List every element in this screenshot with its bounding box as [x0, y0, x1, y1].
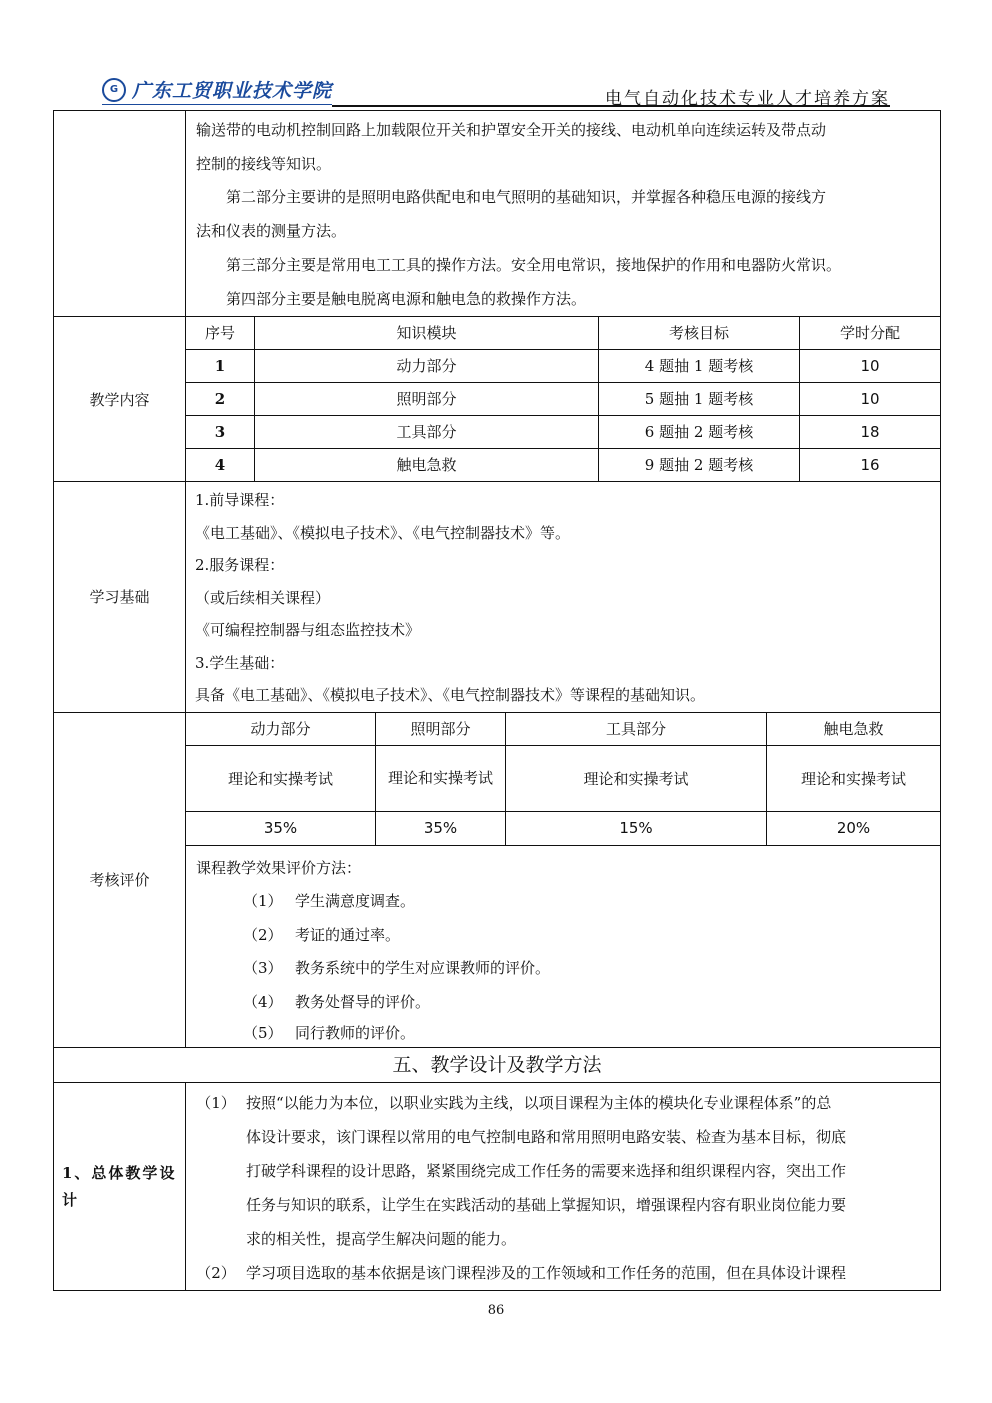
intro-line: 输送带的电动机控制回路上加载限位开关和护罩安全开关的接线、电动机单向连续运转及带点动 [196, 121, 827, 139]
evaluation-item-number: （1） [243, 892, 283, 911]
evaluation-item-number: （2） [243, 925, 283, 944]
teaching-content-row [54, 317, 941, 482]
evaluation-item-number: （4） [243, 992, 283, 1011]
intro-line: 第二部分主要讲的是照明电路供配电和电气照明的基础知识，并掌握各种稳压电源的接线方 [226, 188, 827, 207]
evaluation-item-text: 教务处督导的评价。 [295, 992, 431, 1011]
column-header: 触电急救 [767, 713, 941, 746]
table-row [186, 448, 940, 481]
cell-method: 理论和实操考试 [186, 746, 376, 812]
intro-line: 第四部分主要是触电脱离电源和触电急的救操作方法。 [226, 289, 587, 308]
cell-target: 6 题抽 2 题考核 [599, 415, 800, 448]
table-row [186, 382, 940, 415]
cell-module: 照明部分 [255, 382, 599, 415]
design-item-text [246, 1086, 940, 1256]
cell-hours: 16 [800, 448, 941, 481]
table-row [186, 415, 940, 448]
assessment-row [54, 712, 941, 1048]
table-row [186, 746, 940, 812]
basis-line: 《可编程控制器与组态监控技术》 [195, 621, 421, 640]
table-header-row [186, 713, 940, 746]
header-rule [332, 105, 890, 107]
evaluation-item [196, 885, 940, 919]
teaching-content-label: 教学内容 [54, 317, 186, 482]
basis-line: 《电工基础》、《模拟电子技术》、《电气控制器技术》等。 [195, 523, 571, 542]
cell-hours: 18 [800, 415, 941, 448]
cell-weight: 20% [767, 812, 941, 845]
teaching-content-cell [186, 317, 941, 482]
design-line: 求的相关性，提高学生解决问题的能力。 [246, 1230, 517, 1249]
design-item [186, 1086, 940, 1256]
column-header: 考核目标 [599, 317, 800, 349]
assessment-table [186, 713, 940, 845]
learning-basis-cell [186, 482, 941, 713]
document-title: 电气自动化技术专业人才培养方案 [605, 89, 890, 109]
evaluation-item-text: 教务系统中的学生对应课教师的评价。 [295, 959, 551, 978]
table-row [186, 349, 940, 382]
cell-module: 工具部分 [255, 415, 599, 448]
evaluation-item-text: 学生满意度调查。 [295, 892, 416, 911]
section-title: 五、教学设计及教学方法 [54, 1048, 941, 1083]
column-header: 学时分配 [800, 317, 941, 349]
cell-method: 理论和实操考试 [767, 746, 941, 812]
evaluation-methods [186, 845, 940, 1048]
evaluation-item-text: 同行教师的评价。 [295, 1024, 416, 1043]
cell-hours: 10 [800, 349, 941, 382]
cell-index: 3 [186, 415, 255, 448]
college-emblem-icon: G [102, 78, 126, 102]
intro-line: 法和仪表的测量方法。 [196, 222, 347, 241]
cell-weight: 15% [506, 812, 767, 845]
basis-line: 2.服务课程： [195, 556, 285, 575]
evaluation-item [196, 1019, 940, 1047]
cell-module: 触电急救 [255, 448, 599, 481]
design-label: 1、总体教学设计 [54, 1083, 186, 1291]
design-line: 按照“以能力为本位，以职业实践为主线，以项目课程为主体的模块化专业课程体系”的总 [246, 1094, 832, 1113]
design-item [186, 1256, 940, 1290]
design-item-number: （2） [196, 1264, 236, 1283]
section-title-row [54, 1048, 941, 1083]
design-content-cell [186, 1083, 941, 1291]
table-row [186, 812, 940, 845]
intro-line: 第三部分主要是常用电工工具的操作方法。安全用电常识，接地保护的作用和电器防火常识。 [226, 255, 842, 274]
cell-index: 4 [214, 455, 226, 474]
basis-line: 具备《电工基础》、《模拟电子技术》、《电气控制器技术》等课程的基础知识。 [195, 686, 706, 705]
cell-target: 5 题抽 1 题考核 [599, 382, 800, 415]
table-header-row [186, 317, 940, 349]
evaluation-item-number: （3） [243, 959, 283, 978]
design-line: 打破学科课程的设计思路，紧紧围绕完成工作任务的需要来选择和组织课程内容，突出工作 [246, 1162, 847, 1181]
learning-basis-row [54, 482, 941, 713]
logo-underline [102, 104, 332, 105]
column-header: 知识模块 [255, 317, 599, 349]
page-header [102, 74, 890, 108]
intro-row [54, 111, 941, 317]
cell-target: 9 题抽 2 题考核 [599, 448, 800, 481]
college-logo [102, 76, 332, 103]
design-line: 学习项目选取的基本依据是该门课程涉及的工作领域和工作任务的范围，但在具体设计课程 [246, 1264, 847, 1283]
basis-line: （或后续相关课程） [195, 588, 331, 607]
evaluation-item [196, 986, 940, 1020]
basis-line: 1.前导课程： [195, 491, 285, 510]
cell-method: 理论和实操考试 [376, 746, 506, 812]
intro-content-cell [186, 111, 941, 317]
evaluation-title: 课程教学效果评价方法： [196, 858, 362, 877]
cell-target: 4 题抽 1 题考核 [599, 349, 800, 382]
evaluation-item [196, 919, 940, 953]
assessment-label: 考核评价 [54, 712, 186, 1048]
cell-index: 2 [186, 382, 255, 415]
basis-line: 3.学生基础： [195, 653, 285, 672]
column-header: 工具部分 [506, 713, 767, 746]
evaluation-item [196, 952, 940, 986]
page-number: 86 [487, 1303, 505, 1318]
college-name: 广东工贸职业技术学院 [132, 80, 333, 102]
curriculum-table [53, 110, 941, 1291]
cell-method: 理论和实操考试 [506, 746, 767, 812]
design-line: 任务与知识的联系，让学生在实践活动的基础上掌握知识，增强课程内容有职业岗位能力要 [246, 1196, 847, 1215]
evaluation-item-text: 考证的通过率。 [295, 925, 401, 944]
design-item-number: （1） [196, 1094, 236, 1113]
learning-basis-label: 学习基础 [54, 482, 186, 713]
column-header: 动力部分 [186, 713, 376, 746]
evaluation-item-number: （5） [243, 1024, 283, 1043]
cell-module: 动力部分 [255, 349, 599, 382]
teaching-content-table [186, 317, 940, 481]
cell-index: 1 [186, 349, 255, 382]
cell-weight: 35% [376, 812, 506, 845]
assessment-cell [186, 712, 941, 1048]
cell-hours: 10 [800, 382, 941, 415]
column-header: 照明部分 [376, 713, 506, 746]
intro-label-cell [54, 111, 186, 317]
design-item-text [246, 1256, 940, 1290]
intro-line: 控制的接线等知识。 [196, 154, 332, 173]
design-row [54, 1083, 941, 1291]
design-line: 体设计要求，该门课程以常用的电气控制电路和常用照明电路安装、检查为基本目标，彻底 [246, 1128, 847, 1147]
cell-weight: 35% [263, 819, 298, 838]
column-header: 序号 [186, 317, 255, 349]
